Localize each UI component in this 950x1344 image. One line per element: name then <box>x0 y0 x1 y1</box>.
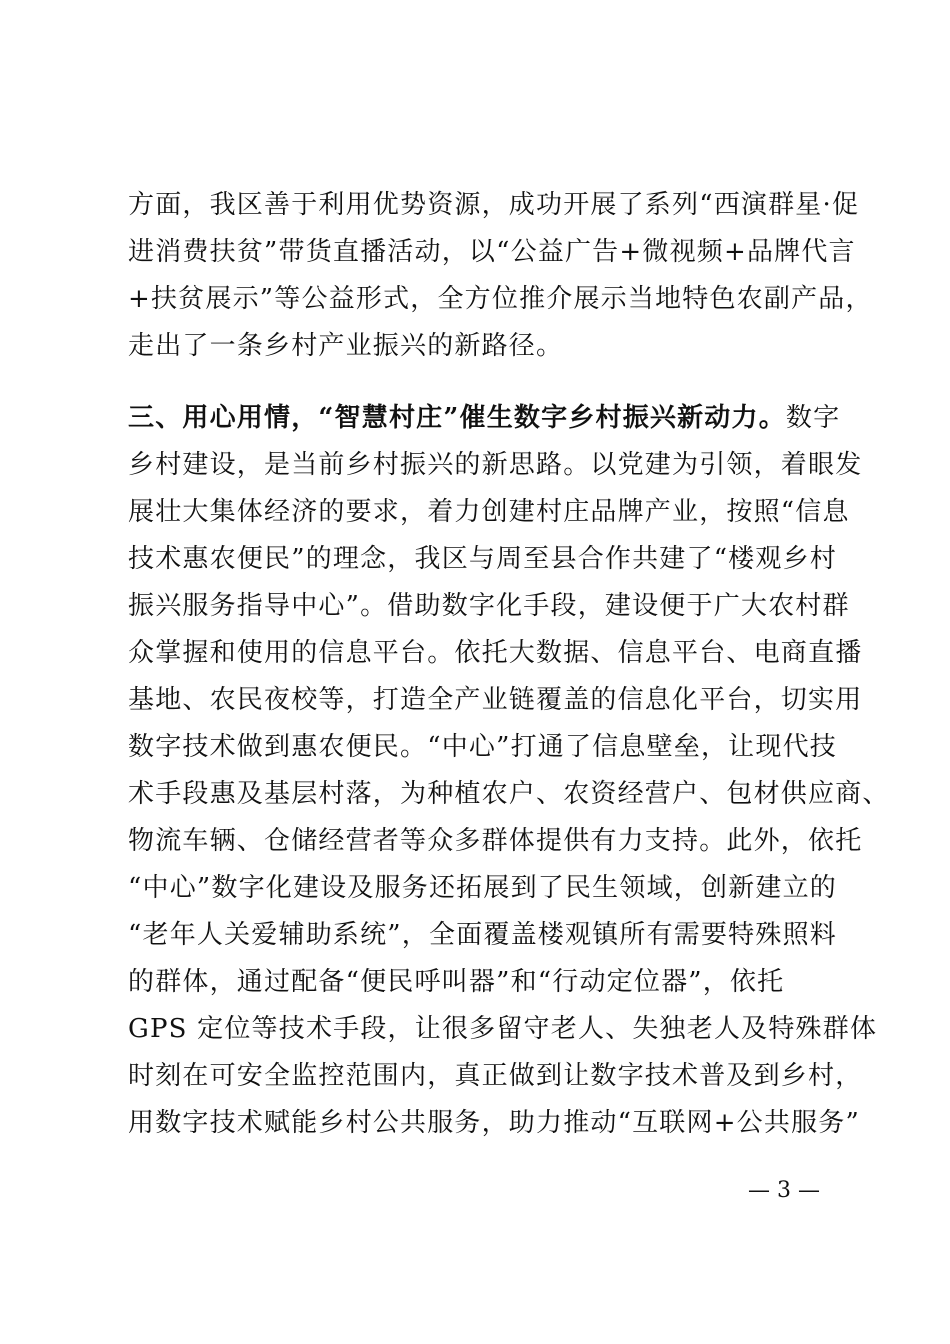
text-line: 振兴服务指导中心”。借助数字化手段，建设便于广大农村群 <box>128 591 850 621</box>
text-line: +扶贫展示”等公益形式，全方位推介展示当地特色农副产品， <box>128 284 873 314</box>
text-line: 走出了一条乡村产业振兴的新路径。 <box>128 331 564 361</box>
text-line: 进消费扶贫”带货直播活动，以“公益广告+微视频+品牌代言 <box>128 237 856 267</box>
page-number: — 3 — <box>748 1178 820 1203</box>
text-line: 乡村建设，是当前乡村振兴的新思路。以党建为引领，着眼发 <box>128 450 863 480</box>
section-heading: 三、用心用情，“智慧村庄”催生数字乡村振兴新动力。 <box>128 403 786 433</box>
heading-tail-text: 数字 <box>785 403 841 433</box>
section-heading-line <box>128 403 840 433</box>
text-line: 数字技术做到惠农便民。“中心”打通了信息壁垒，让现代技 <box>128 732 837 762</box>
text-line: 时刻在可安全监控范围内，真正做到让数字技术普及到乡村， <box>128 1061 863 1091</box>
text-line: “中心”数字化建设及服务还拓展到了民生领域，创新建立的 <box>128 873 837 903</box>
text-line: 物流车辆、仓储经营者等众多群体提供有力支持。此外，依托 <box>128 826 863 856</box>
text-line: 用数字技术赋能乡村公共服务，助力推动“互联网+公共服务” <box>128 1108 860 1138</box>
text-line: 术手段惠及基层村落，为种植农户、农资经营户、包材供应商、 <box>128 779 890 809</box>
text-line: 技术惠农便民”的理念，我区与周至县合作共建了“楼观乡村 <box>128 544 837 574</box>
text-line: 基地、农民夜校等，打造全产业链覆盖的信息化平台，切实用 <box>128 685 863 715</box>
text-line: 方面，我区善于利用优势资源，成功开展了系列“西演群星·促 <box>128 190 860 220</box>
text-line: “老年人关爱辅助系统”，全面覆盖楼观镇所有需要特殊照料 <box>128 920 837 950</box>
text-line: GPS 定位等技术手段，让很多留守老人、失独老人及特殊群体 <box>128 1014 878 1044</box>
text-line: 的群体，通过配备“便民呼叫器”和“行动定位器”，依托 <box>128 967 785 997</box>
text-line: 众掌握和使用的信息平台。依托大数据、信息平台、电商直播 <box>128 638 863 668</box>
text-line: 展壮大集体经济的要求，着力创建村庄品牌产业，按照“信息 <box>128 497 850 527</box>
